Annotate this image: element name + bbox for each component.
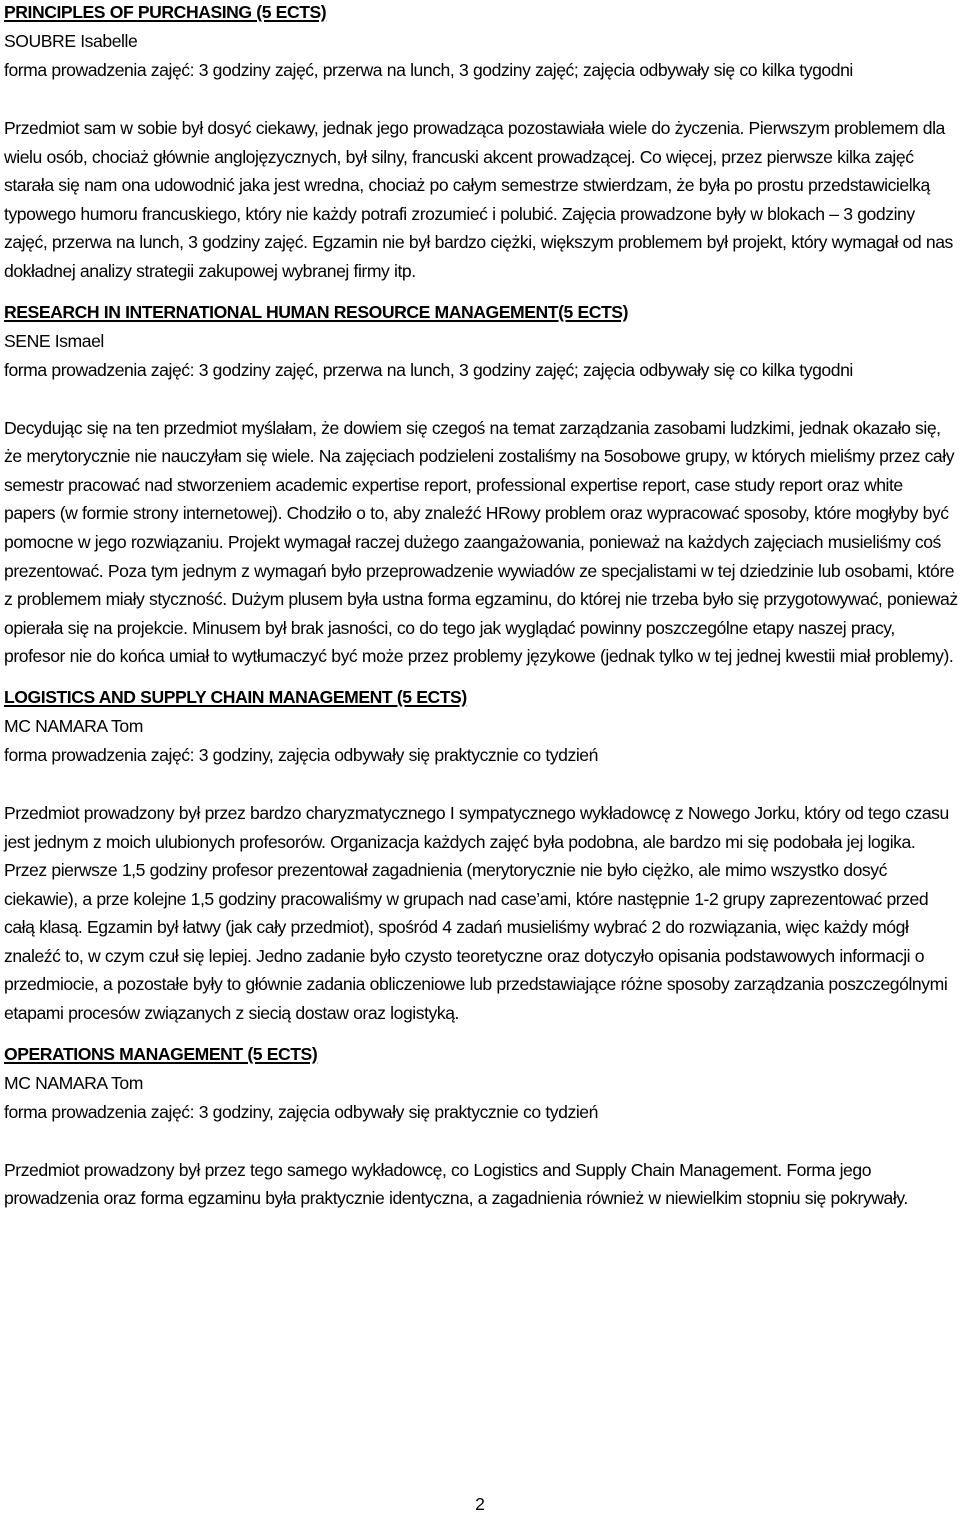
course-review: Przedmiot sam w sobie był dosyć ciekawy, jednak jego prowadząca pozostawiała wiele do życzenia. Pierwszym problemem dla wielu osób, chociaż głównie anglojęzycznych, był silny, francuski akcent prowadzącej. Co więcej, przez pierwsze kilka zajęć starała się nam ona udowodnić jaka jest wredna, chociaż po całym semestrze stwierdzam, że była po prostu przedstawicielką typowego humoru francuskiego, który nie każdy potrafi zrozumieć i polubić. Zajęcia prowadzone były w blokach – 3 godziny zajęć, przerwa na lunch, 3 godziny zajęć. Egzamin nie był bardzo ciężki, większym problemem był projekt, który wymagał od nas dokładnej analizy strategii zakupowej wybranej firmy itp.: [4, 118, 953, 281]
course-format: forma prowadzenia zajęć: 3 godziny zajęć, przerwa na lunch, 3 godziny zajęć; zajęcia odbywały się co kilka tygodni: [4, 60, 853, 80]
course-section: [4, 683, 958, 1028]
course-format: forma prowadzenia zajęć: 3 godziny, zajęcia odbywały się praktycznie co tydzień: [4, 744, 598, 765]
course-section: [4, 1040, 958, 1213]
course-format: forma prowadzenia zajęć: 3 godziny, zajęcia odbywały się praktycznie co tydzień: [4, 1101, 598, 1122]
course-review: Przedmiot prowadzony był przez tego samego wykładowcę, co Logistics and Supply Chain Management. Forma jego prowadzenia oraz forma egzaminu była praktycznie identyczna, a zagadnienia również w niewielkim stopniu się pokrywały.: [4, 1159, 908, 1209]
page-number: 2: [475, 1494, 485, 1514]
course-review: Przedmiot prowadzony był przez bardzo charyzmatycznego I sympatycznego wykładowcę z Nowego Jorku, który od tego czasu jest jednym z moich ulubionych profesorów. Organizacja każdych zajęć była podobna, ale bardzo mi się podobała jej logika. Przez pierwsze 1,5 godziny profesor prezentował zagadnienia (merytorycznie nie było ciężko, ale mimo wszystko dosyć ciekawie), a prze kolejne 1,5 godziny pracowaliśmy w grupach nad case’ami, które następnie 1-2 grupy zaprezentować przed całą klasą. Egzamin był łatwy (jak cały przedmiot), spośród 4 zadań musieliśmy wybrać 2 do rozwiązania, więc każdy mógł znaleźć to, w czym czuł się lepiej. Jedno zadanie było czysto teoretyczne oraz dotyczyło opisania podstawowych informacji o przedmiocie, a pozostałe były to głównie zadania obliczeniowe lub przedstawiające różne sposoby zarządzania poszczególnymi etapami procesów związanych z siecią dostaw oraz logistyką.: [4, 802, 949, 1024]
course-teacher: SOUBRE Isabelle: [4, 31, 138, 51]
course-teacher: MC NAMARA Tom: [4, 715, 143, 736]
course-title: RESEARCH IN INTERNATIONAL HUMAN RESOURCE MANAGEMENT(5 ECTS): [4, 301, 629, 322]
course-format: forma prowadzenia zajęć: 3 godziny zajęć, przerwa na lunch, 3 godziny zajęć; zajęcia odbywały się co kilka tygodni: [4, 359, 853, 380]
course-title: OPERATIONS MANAGEMENT (5 ECTS): [4, 1043, 318, 1064]
course-header: [4, 0, 958, 85]
course-teacher: MC NAMARA Tom: [4, 1072, 143, 1093]
course-header: [4, 298, 958, 385]
course-teacher: SENE Ismael: [4, 330, 104, 351]
course-review: Decydując się na ten przedmiot myślałam, że dowiem się czegoś na temat zarządzania zasobami ludzkimi, jednak okazało się, że merytorycznie nie nauczyłam się wiele. Na zajęciach podzieleni zostaliśmy na 5osobowe grupy, w których mieliśmy przez cały semestr pracować nad stworzeniem academic expertise report, professional expertise report, case study report oraz white papers (w formie strony internetowej). Chodziło o to, aby znaleźć HRowy problem oraz wypracować sposoby, które mogłyby być pomocne w jego rozwiązaniu. Projekt wymagał raczej dużego zaangażowania, ponieważ na każdych zajęciach musieliśmy coś prezentować. Poza tym jednym z wymagań było przeprowadzenie wywiadów ze specjalistami w tej dziedzinie lub osobami, które z problemem miały styczność. Dużym plusem była ustna forma egzaminu, do której nie trzeba było się przygotowywać, ponieważ opierała się na projekcie. Minusem był brak jasności, co do tego jak wyglądać powinny poszczególne etapy naszej pracy, profesor nie do końca umiał to wytłumaczyć być może przez problemy językowe (jednak tylko w tej jednej kwestii miał problemy).: [4, 417, 958, 667]
document-page: [4, 0, 958, 1225]
course-section: [4, 298, 958, 671]
course-title: PRINCIPLES OF PURCHASING (5 ECTS): [4, 2, 327, 22]
course-title: LOGISTICS AND SUPPLY CHAIN MANAGEMENT (5 ECTS): [4, 686, 467, 707]
course-section: [4, 0, 958, 286]
course-header: [4, 1040, 958, 1127]
course-header: [4, 683, 958, 770]
